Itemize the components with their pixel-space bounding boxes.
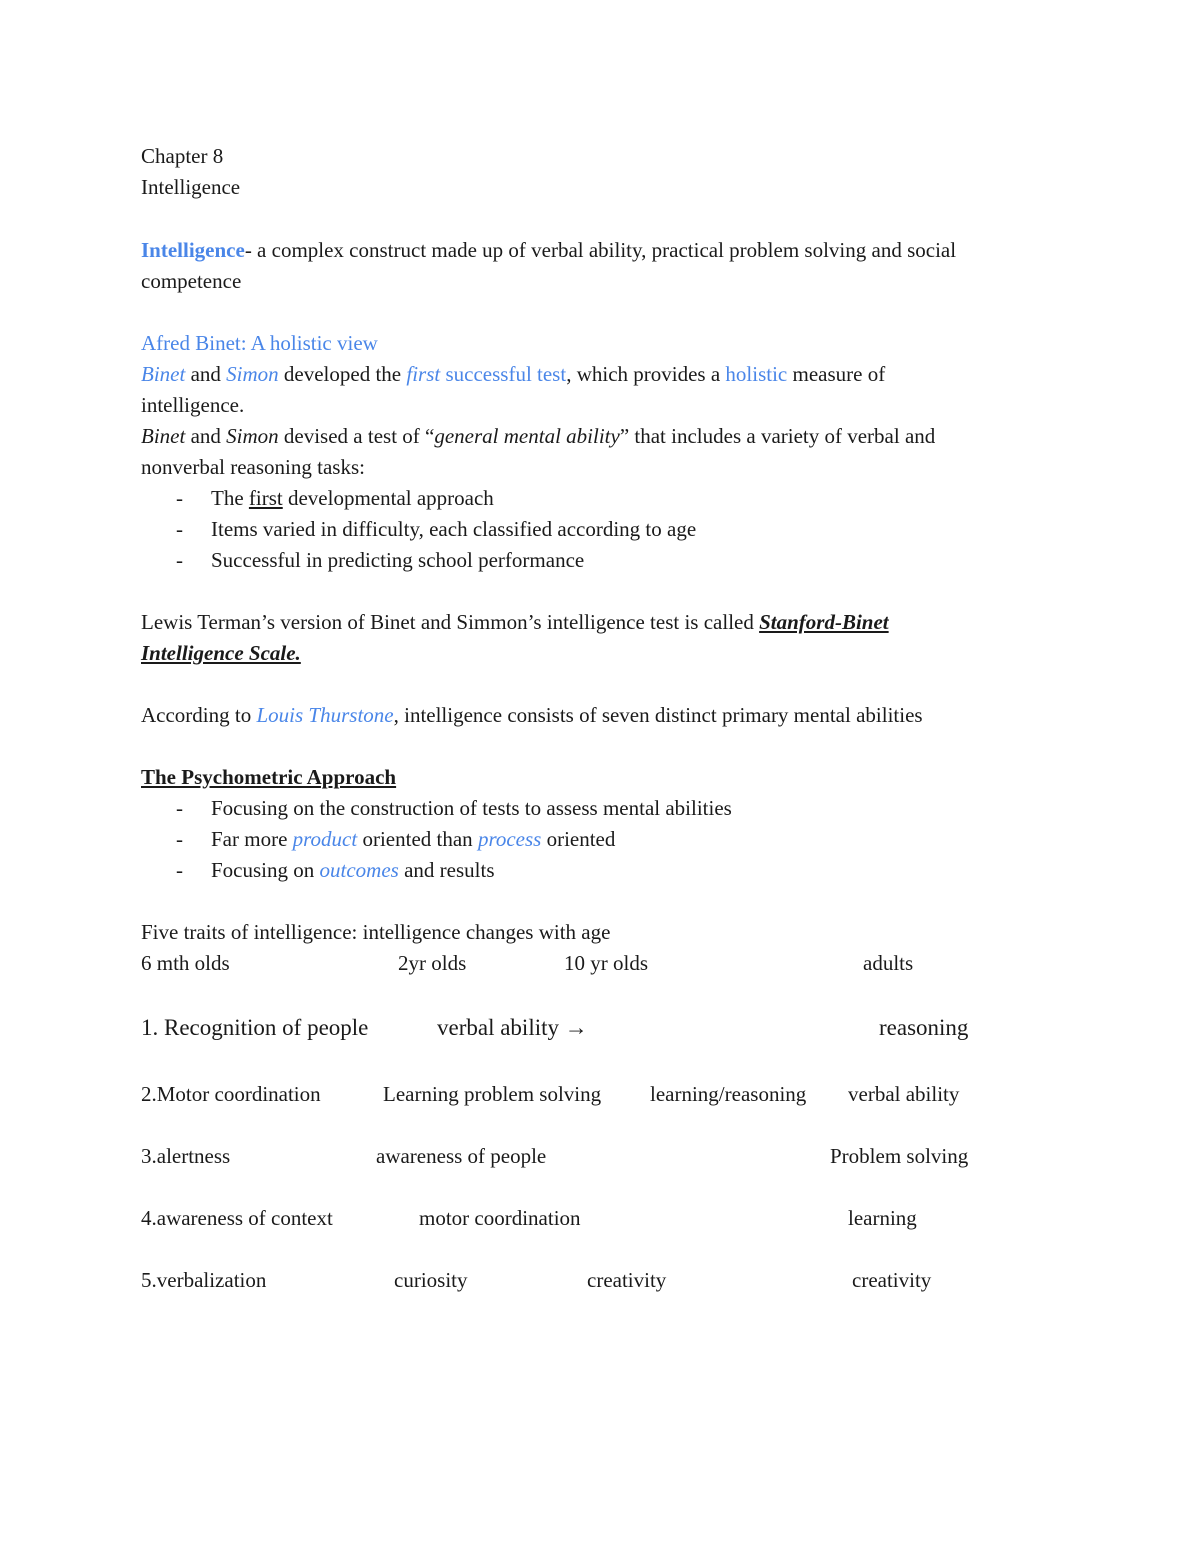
list-item: [211, 488, 494, 509]
paragraph-text: ” that includes a variety of verbal and: [619, 424, 936, 448]
trait-row-2-adult: verbal ability: [848, 1082, 960, 1106]
trait-row-5-infant: 5.verbalization: [141, 1268, 267, 1292]
chapter-subject: Intelligence: [141, 175, 241, 199]
stanford-binet-title-line-2: Intelligence Scale.: [141, 641, 301, 665]
general-mental-ability-emphasis: general mental ability: [434, 424, 620, 448]
terman-line-1: [141, 612, 889, 633]
binet-heading: Afred Binet: A holistic view: [141, 331, 378, 355]
holistic-emphasis: holistic: [725, 362, 788, 386]
connector-text: and: [185, 424, 227, 448]
list-item: Successful in predicting school performance: [211, 548, 585, 572]
traits-intro: Five traits of intelligence: intelligence changes with age: [141, 920, 611, 944]
thurstone-text: According to: [141, 703, 257, 727]
trait-row-2-infant: 2.Motor coordination: [141, 1082, 321, 1106]
bullet-dash: -: [176, 517, 183, 541]
list-item: Items varied in difficulty, each classified according to age: [211, 517, 697, 541]
list-item: [211, 860, 495, 881]
trait-row-5-2yr: curiosity: [394, 1268, 468, 1292]
trait-row-1-adult: reasoning: [879, 1015, 969, 1040]
column-header-2yr: 2yr olds: [398, 951, 467, 975]
trait-row-2-10yr: learning/reasoning: [650, 1082, 807, 1106]
bullet-dash: -: [176, 486, 183, 510]
bullet-dash: -: [176, 796, 183, 820]
trait-row-1-infant: 1. Recognition of people: [141, 1015, 369, 1040]
outcomes-emphasis: outcomes: [319, 858, 399, 882]
bullet-dash: -: [176, 548, 183, 572]
trait-row-4-2yr: motor coordination: [419, 1206, 581, 1230]
bullet-dash: -: [176, 827, 183, 851]
list-item-text: developmental approach: [282, 486, 494, 510]
list-item: [211, 829, 615, 850]
simon-name: Simon: [226, 362, 279, 386]
stanford-binet-title: Stanford-Binet: [759, 610, 889, 634]
trait-row-5-adult: creativity: [852, 1268, 932, 1292]
connector-text: and: [185, 362, 227, 386]
chapter-label: Chapter 8: [141, 144, 224, 168]
list-item-text: oriented than: [357, 827, 478, 851]
definition-line-1: [141, 240, 956, 261]
column-header-6mth: 6 mth olds: [141, 951, 230, 975]
list-item-text: oriented: [541, 827, 616, 851]
trait-row-2-2yr: Learning problem solving: [383, 1082, 602, 1106]
trait-row-4-infant: 4.awareness of context: [141, 1206, 333, 1230]
trait-row-3-2yr: awareness of people: [376, 1144, 547, 1168]
trait-row-1-2yr: verbal ability →: [437, 1015, 588, 1040]
column-header-10yr: 10 yr olds: [564, 951, 648, 975]
paragraph-text: developed the: [278, 362, 407, 386]
successful-test-text: successful test: [440, 362, 567, 386]
paragraph-text: measure of: [787, 362, 886, 386]
trait-row-5-10yr: creativity: [587, 1268, 667, 1292]
paragraph-text: devised a test of “: [278, 424, 435, 448]
list-item-text: and results: [398, 858, 495, 882]
thurstone-text: , intelligence consists of seven distinct primary mental abilities: [393, 703, 923, 727]
definition-text: - a complex construct made up of verbal ability, practical problem solving and social: [244, 238, 957, 262]
list-item-text: Far more: [211, 827, 293, 851]
bullet-dash: -: [176, 858, 183, 882]
binet-paragraph-2: [141, 426, 935, 447]
binet-paragraph-1: [141, 364, 885, 385]
column-header-adults: adults: [863, 951, 914, 975]
definition-term: Intelligence: [141, 238, 245, 262]
list-item-text: The: [211, 486, 249, 510]
trait-row-3-infant: 3.alertness: [141, 1144, 231, 1168]
thurstone-name: Louis Thurstone: [256, 703, 394, 727]
paragraph-text: , which provides a: [566, 362, 726, 386]
terman-text: Lewis Terman’s version of Binet and Simmon’s intelligence test is called: [141, 610, 760, 634]
simon-name: Simon: [226, 424, 279, 448]
binet-name: Binet: [141, 362, 186, 386]
binet-paragraph-1-line-2: intelligence.: [141, 393, 245, 417]
process-emphasis: process: [477, 827, 542, 851]
list-item-text: Focusing on: [211, 858, 320, 882]
list-item: Focusing on the construction of tests to assess mental abilities: [211, 796, 732, 820]
product-emphasis: product: [292, 827, 358, 851]
first-emphasis: first: [406, 362, 441, 386]
thurstone-line: [141, 705, 923, 726]
first-underlined: first: [248, 486, 283, 510]
trait-row-3-adult: Problem solving: [830, 1144, 969, 1168]
psychometric-heading: The Psychometric Approach: [141, 765, 397, 789]
definition-line-2: competence: [141, 269, 242, 293]
binet-name: Binet: [141, 424, 186, 448]
binet-paragraph-2-line-2: nonverbal reasoning tasks:: [141, 455, 365, 479]
trait-row-4-adult: learning: [848, 1206, 917, 1230]
